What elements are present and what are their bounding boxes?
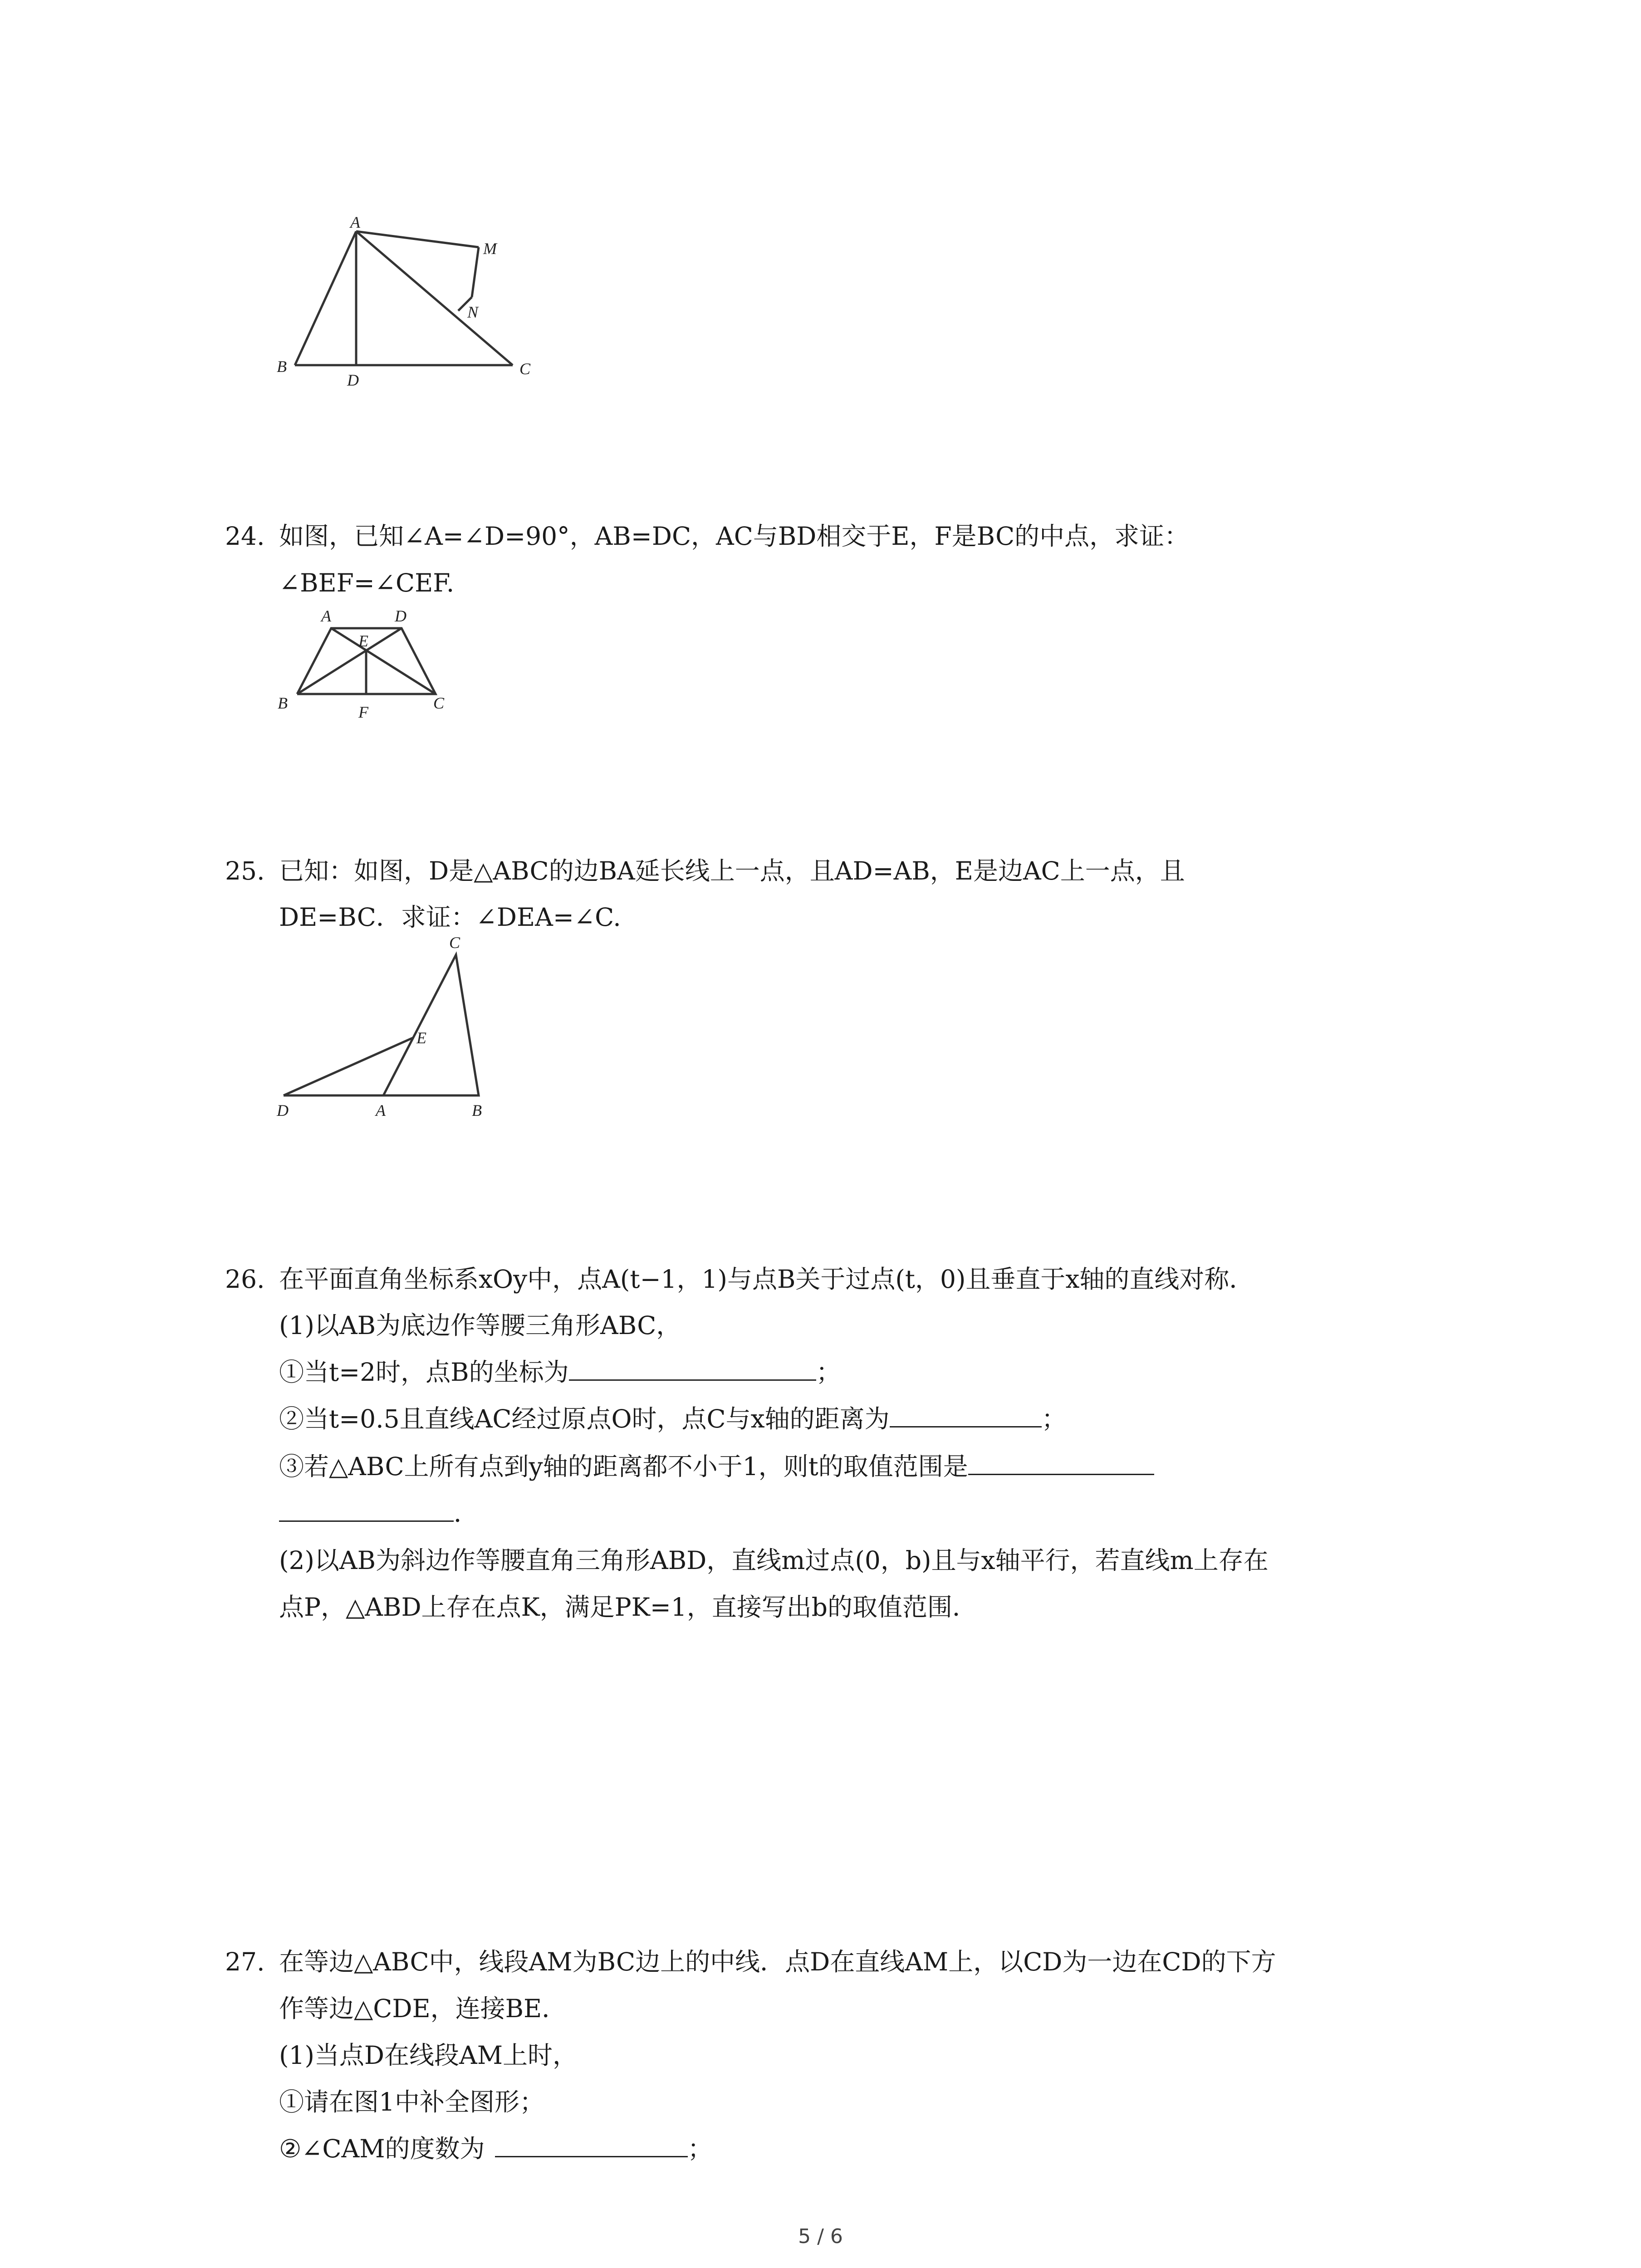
q27-text-1: 在等边△ABC中，线段AM为BC边上的中线．点D在直线AM上，以CD为一边在CD的下方 bbox=[279, 1947, 1276, 1976]
label-d: D bbox=[277, 1101, 289, 1119]
q27-text-4: ①请在图1中补全图形； bbox=[279, 2087, 544, 2116]
q26-text-4-end: ； bbox=[1041, 1404, 1067, 1433]
label-b: B bbox=[278, 694, 288, 712]
label-e: E bbox=[416, 1029, 426, 1047]
q26-number: 26. bbox=[225, 1265, 265, 1294]
label-e: E bbox=[358, 632, 368, 650]
label-c: C bbox=[433, 694, 445, 712]
label-d: D bbox=[395, 607, 407, 625]
q27-number: 27. bbox=[225, 1947, 265, 1976]
q26-text-4: ②当t=0.5且直线AC经过原点O时，点C与x轴的距离为 bbox=[279, 1404, 890, 1433]
segment-de bbox=[284, 1038, 413, 1095]
label-a: A bbox=[350, 213, 360, 231]
label-c: C bbox=[449, 934, 460, 952]
answer-blank-t-range-1[interactable] bbox=[968, 1448, 1154, 1475]
figure-q23 bbox=[272, 213, 554, 395]
q27-text-3: (1)当点D在线段AM上时， bbox=[279, 2041, 578, 2070]
q26-text-2: (1)以AB为底边作等腰三角形ABC， bbox=[279, 1311, 681, 1340]
label-b: B bbox=[472, 1101, 482, 1119]
q26-text-8: 点P，△ABD上存在点K，满足PK=1，直接写出b的取值范围． bbox=[279, 1593, 978, 1622]
q24-text-2: ∠BEF=∠CEF. bbox=[279, 568, 455, 597]
label-n: N bbox=[467, 303, 479, 321]
label-b: B bbox=[277, 357, 287, 376]
q26-text-3-end: ； bbox=[816, 1358, 841, 1387]
answer-blank-c-distance[interactable] bbox=[890, 1401, 1042, 1427]
q26-text-3: ①当t=2时，点B的坐标为 bbox=[279, 1358, 569, 1387]
q25-number: 25. bbox=[225, 856, 265, 885]
label-a: A bbox=[321, 607, 331, 625]
q26-text-7: (2)以AB为斜边作等腰直角三角形ABD，直线m过点(0，b)且与x轴平行，若直线m上存在 bbox=[279, 1546, 1269, 1575]
page-number: 5 / 6 bbox=[798, 2225, 843, 2248]
q27-text-2: 作等边△CDE，连接BE． bbox=[279, 1994, 567, 2023]
label-a: A bbox=[376, 1101, 386, 1119]
figure-q24 bbox=[272, 603, 463, 726]
segment-am bbox=[356, 231, 479, 247]
answer-blank-b-coordinate[interactable] bbox=[569, 1354, 816, 1381]
triangle-abc bbox=[383, 955, 479, 1095]
label-m: M bbox=[483, 240, 497, 258]
figure-q25 bbox=[272, 934, 508, 1134]
segment-ac bbox=[331, 628, 436, 694]
q24-text-1: 如图，已知∠A=∠D=90°，AB=DC，AC与BD相交于E，F是BC的中点，求证： bbox=[279, 522, 1190, 551]
q24-number: 24. bbox=[225, 522, 265, 551]
segment-ab bbox=[295, 231, 356, 365]
segment-bd bbox=[297, 628, 402, 694]
label-c: C bbox=[519, 360, 531, 378]
label-f: F bbox=[358, 703, 368, 721]
q27-text-5-end: ； bbox=[687, 2134, 713, 2163]
q27-text-5: ②∠CAM的度数为 bbox=[279, 2134, 485, 2163]
segment-mn bbox=[472, 247, 479, 297]
answer-blank-t-range-2[interactable] bbox=[279, 1495, 454, 1522]
label-d: D bbox=[347, 371, 359, 389]
answer-blank-cam-angle[interactable] bbox=[495, 2131, 688, 2157]
q26-text-6-end: ． bbox=[454, 1499, 479, 1528]
q25-text-1: 已知：如图，D是△ABC的边BA延长线上一点，且AD=AB，E是边AC上一点，且 bbox=[279, 856, 1185, 885]
q26-text-5: ③若△ABC上所有点到y轴的距离都不小于1，则t的取值范围是 bbox=[279, 1452, 968, 1481]
q25-text-2: DE=BC．求证：∠DEA=∠C. bbox=[279, 903, 621, 932]
q26-text-1: 在平面直角坐标系xOy中，点A(t−1，1)与点B关于过点(t，0)且垂直于x轴的直线对称． bbox=[279, 1265, 1254, 1294]
